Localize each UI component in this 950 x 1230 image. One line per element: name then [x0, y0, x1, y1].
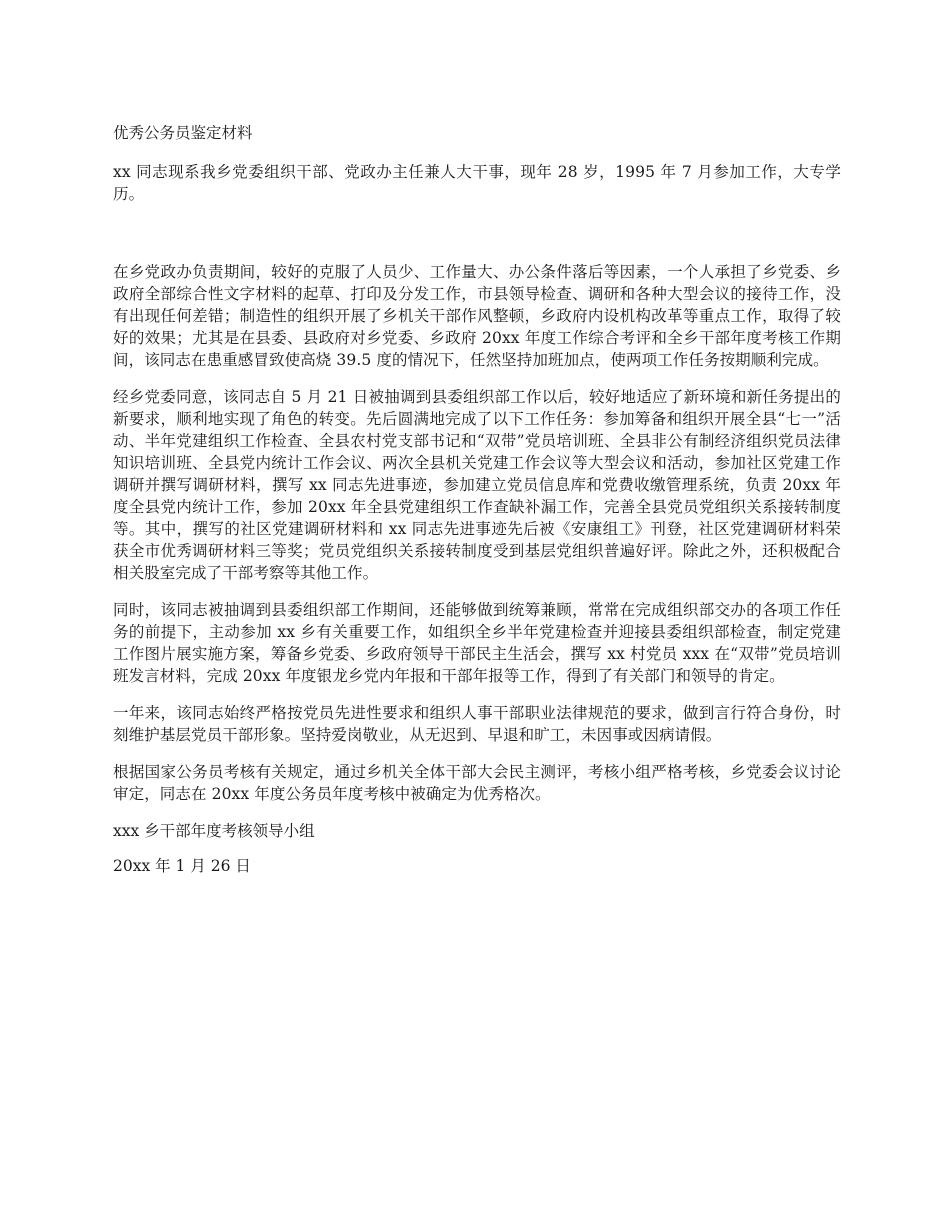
paragraph-conclusion: 根据国家公务员考核有关规定，通过乡机关全体干部大会民主测评，考核小组严格考核，乡党委会议讨论审定，同志在 20xx 年度公务员年度考核中被确定为优秀格次。: [113, 763, 841, 803]
paragraph-conduct: 一年来，该同志始终严格按党员先进性要求和组织人事干部职业法律规范的要求，做到言行符合身份，时刻维护基层党员干部形象。坚持爱岗敬业，从无迟到、早退和旷工，未因事或因病请假。: [113, 704, 841, 744]
paragraph-intro: xx 同志现系我乡党委组织干部、党政办主任兼人大干事，现年 28 岁，1995 年 7 月参加工作，大专学历。: [113, 163, 841, 203]
document-title: 优秀公务员鉴定材料: [113, 124, 253, 142]
paragraph-concurrent-work: 同时，该同志被抽调到县委组织部工作期间，还能够做到统筹兼顾，常常在完成组织部交办的各项工作任务的前提下，主动参加 xx 乡有关重要工作，如组织全乡半年党建检查并迎接县委组织部检查，制定党建工作图片展实施方案，筹备乡党委、乡政府领导干部民主生活会，撰写 xx 村党员 xxx 在“双带”党员培训班发言材料，完成 20xx 年度银龙乡党内年报和干部年报等工作，得到了有关部门和领导的肯定。: [113, 601, 841, 685]
paragraph-office-duties: 在乡党政办负责期间，较好的克服了人员少、工作量大、办公条件落后等因素，一个人承担了乡党委、乡政府全部综合性文字材料的起草、打印及分发工作，市县领导检查、调研和各种大型会议的接待工作，没有出现任何差错；制造性的组织开展了乡机关干部作风整顿，乡政府内设机构改革等重点工作，取得了较好的效果；尤其是在县委、县政府对乡党委、乡政府 20xx 年度工作综合考评和全乡干部年度考核工作期间，该同志在患重感冒致使高烧 39.5 度的情况下，任然坚持加班加点，使两项工作任务按期顺利完成。: [113, 263, 841, 369]
signature-group: xxx 乡干部年度考核领导小组: [113, 822, 315, 840]
document-body: [113, 122, 841, 890]
document-date: 20xx 年 1 月 26 日: [113, 857, 251, 875]
paragraph-organization-department: 经乡党委同意，该同志自 5 月 21 日被抽调到县委组织部工作以后，较好地适应了新环境和新任务提出的新要求，顺利地实现了角色的转变。先后圆满地完成了以下工作任务：参加筹备和组织开展全县“七一”活动、半年党建组织工作检查、全县农村党支部书记和“双带”党员培训班、全县非公有制经济组织党员法律知识培训班、全县党内统计工作会议、两次全县机关党建工作会议等大型会议和活动，参加社区党建工作调研并撰写调研材料，撰写 xx 同志先进事迹，参加建立党员信息库和党费收缴管理系统，负责 20xx 年度全县党内统计工作，参加 20xx 年全县党建组织工作查缺补漏工作，完善全县党员党组织关系接转制度等。其中，撰写的社区党建调研材料和 xx 同志先进事迹先后被《安康组工》刊登，社区党建调研材料荣获全市优秀调研材料三等奖；党员党组织关系接转制度受到基层党组织普遍好评。除此之外，还积极配合相关股室完成了干部考察等其他工作。: [113, 388, 841, 582]
